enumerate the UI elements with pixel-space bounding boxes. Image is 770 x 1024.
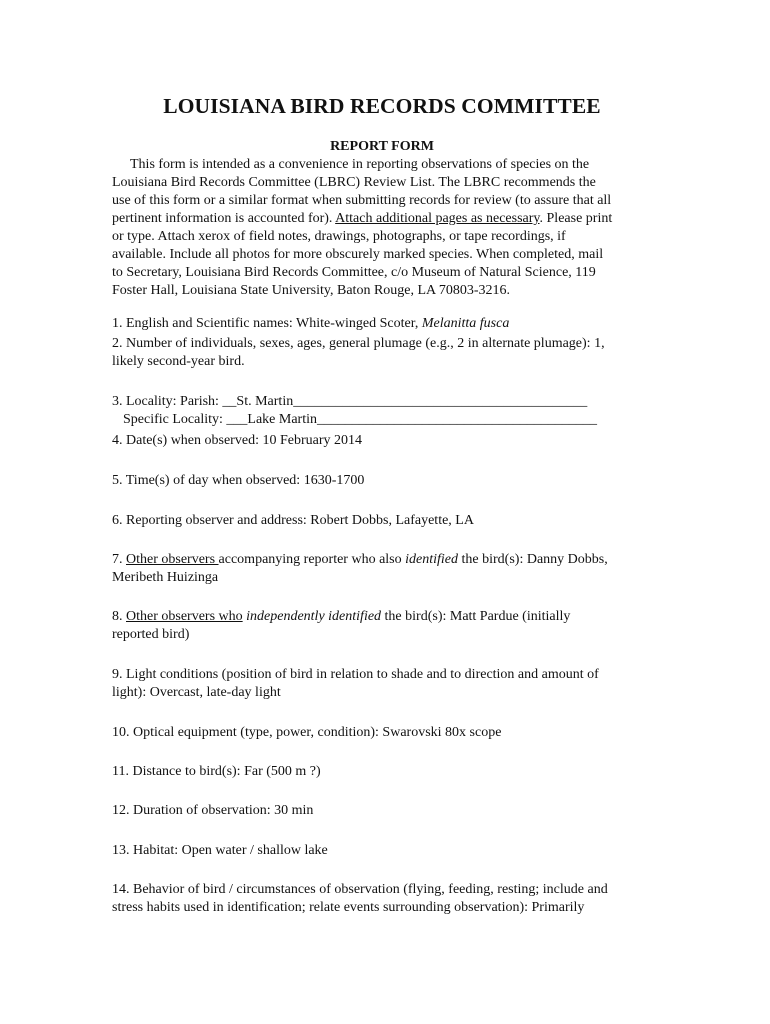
intro-line-6: available. Include all photos for more obscurely marked species. When completed, mail [112, 247, 604, 262]
identified-emphasis: identified [405, 552, 459, 567]
intro-line-4 [112, 210, 612, 228]
item-3-parish: 3. Locality: Parish: __St. Martin__________________________________________ [112, 394, 588, 409]
item-9-line-1: 9. Light conditions (position of bird in relation to shade and to direction and amount of [112, 667, 599, 682]
intro-line-1: This form is intended as a convenience in reporting observations of species on the [130, 157, 590, 172]
item-12-duration: 12. Duration of observation: 30 min [112, 803, 314, 818]
item-8-answer: the bird(s): Matt Pardue (initially [381, 609, 571, 624]
other-observers-label: Other observers [126, 552, 219, 567]
intro-line-2: Louisiana Bird Records Committee (LBRC) Review List. The LBRC recommends the [112, 175, 596, 190]
item-7-line-2: Meribeth Huizinga [112, 570, 219, 585]
independently-identified-emphasis: independently identified [246, 609, 382, 624]
item-8-line-1 [112, 608, 570, 626]
item-1-text: 1. English and Scientific names: White-winged Scoter, [112, 316, 422, 331]
form-subtitle: REPORT FORM [330, 139, 434, 154]
intro-line-7: to Secretary, Louisiana Bird Records Committee, c/o Museum of Natural Science, 119 [112, 265, 596, 280]
item-3-specific-locality: Specific Locality: ___Lake Martin________________________________________ [123, 412, 597, 427]
item-1-names [112, 315, 509, 333]
item-11-distance: 11. Distance to bird(s): Far (500 m ?) [112, 764, 321, 779]
item-8-line-2: reported bird) [112, 627, 190, 642]
item-10-optics: 10. Optical equipment (type, power, condition): Swarovski 80x scope [112, 725, 502, 740]
intro-line-4-tail: . Please print [539, 211, 613, 226]
item-13-habitat: 13. Habitat: Open water / shallow lake [112, 843, 328, 858]
item-6-observer: 6. Reporting observer and address: Robert Dobbs, Lafayette, LA [112, 513, 474, 528]
item-4-date: 4. Date(s) when observed: 10 February 2014 [112, 433, 362, 448]
item-14-line-2: stress habits used in identification; relate events surrounding observation): Primarily [112, 900, 585, 915]
item-2-line-1: 2. Number of individuals, sexes, ages, general plumage (e.g., 2 in alternate plumage): 1, [112, 336, 605, 351]
item-7-line-1 [112, 551, 608, 569]
intro-line-5: or type. Attach xerox of field notes, drawings, photographs, or tape recordings, if [112, 229, 566, 244]
intro-line-8: Foster Hall, Louisiana State University, Baton Rouge, LA 70803-3216. [112, 283, 511, 298]
item-9-line-2: light): Overcast, late-day light [112, 685, 281, 700]
item-7-number: 7. [112, 552, 126, 567]
intro-line-4-text: pertinent information is accounted for). [112, 211, 336, 226]
item-2-line-2: likely second-year bird. [112, 354, 245, 369]
item-8-number: 8. [112, 609, 126, 624]
intro-line-3: use of this form or a similar format when submitting records for review (to assure that all [112, 193, 612, 208]
item-7-answer: the bird(s): Danny Dobbs, [458, 552, 608, 567]
page-title: LOUISIANA BIRD RECORDS COMMITTEE [163, 94, 601, 118]
item-5-time: 5. Time(s) of day when observed: 1630-1700 [112, 473, 365, 488]
attach-pages-note: Attach additional pages as necessary [335, 211, 540, 226]
item-7-text: accompanying reporter who also [218, 552, 406, 567]
scientific-name: Melanitta fusca [421, 316, 510, 331]
item-14-line-1: 14. Behavior of bird / circumstances of observation (flying, feeding, resting; include and [112, 882, 608, 897]
other-observers-who-label: Other observers who [126, 609, 243, 624]
